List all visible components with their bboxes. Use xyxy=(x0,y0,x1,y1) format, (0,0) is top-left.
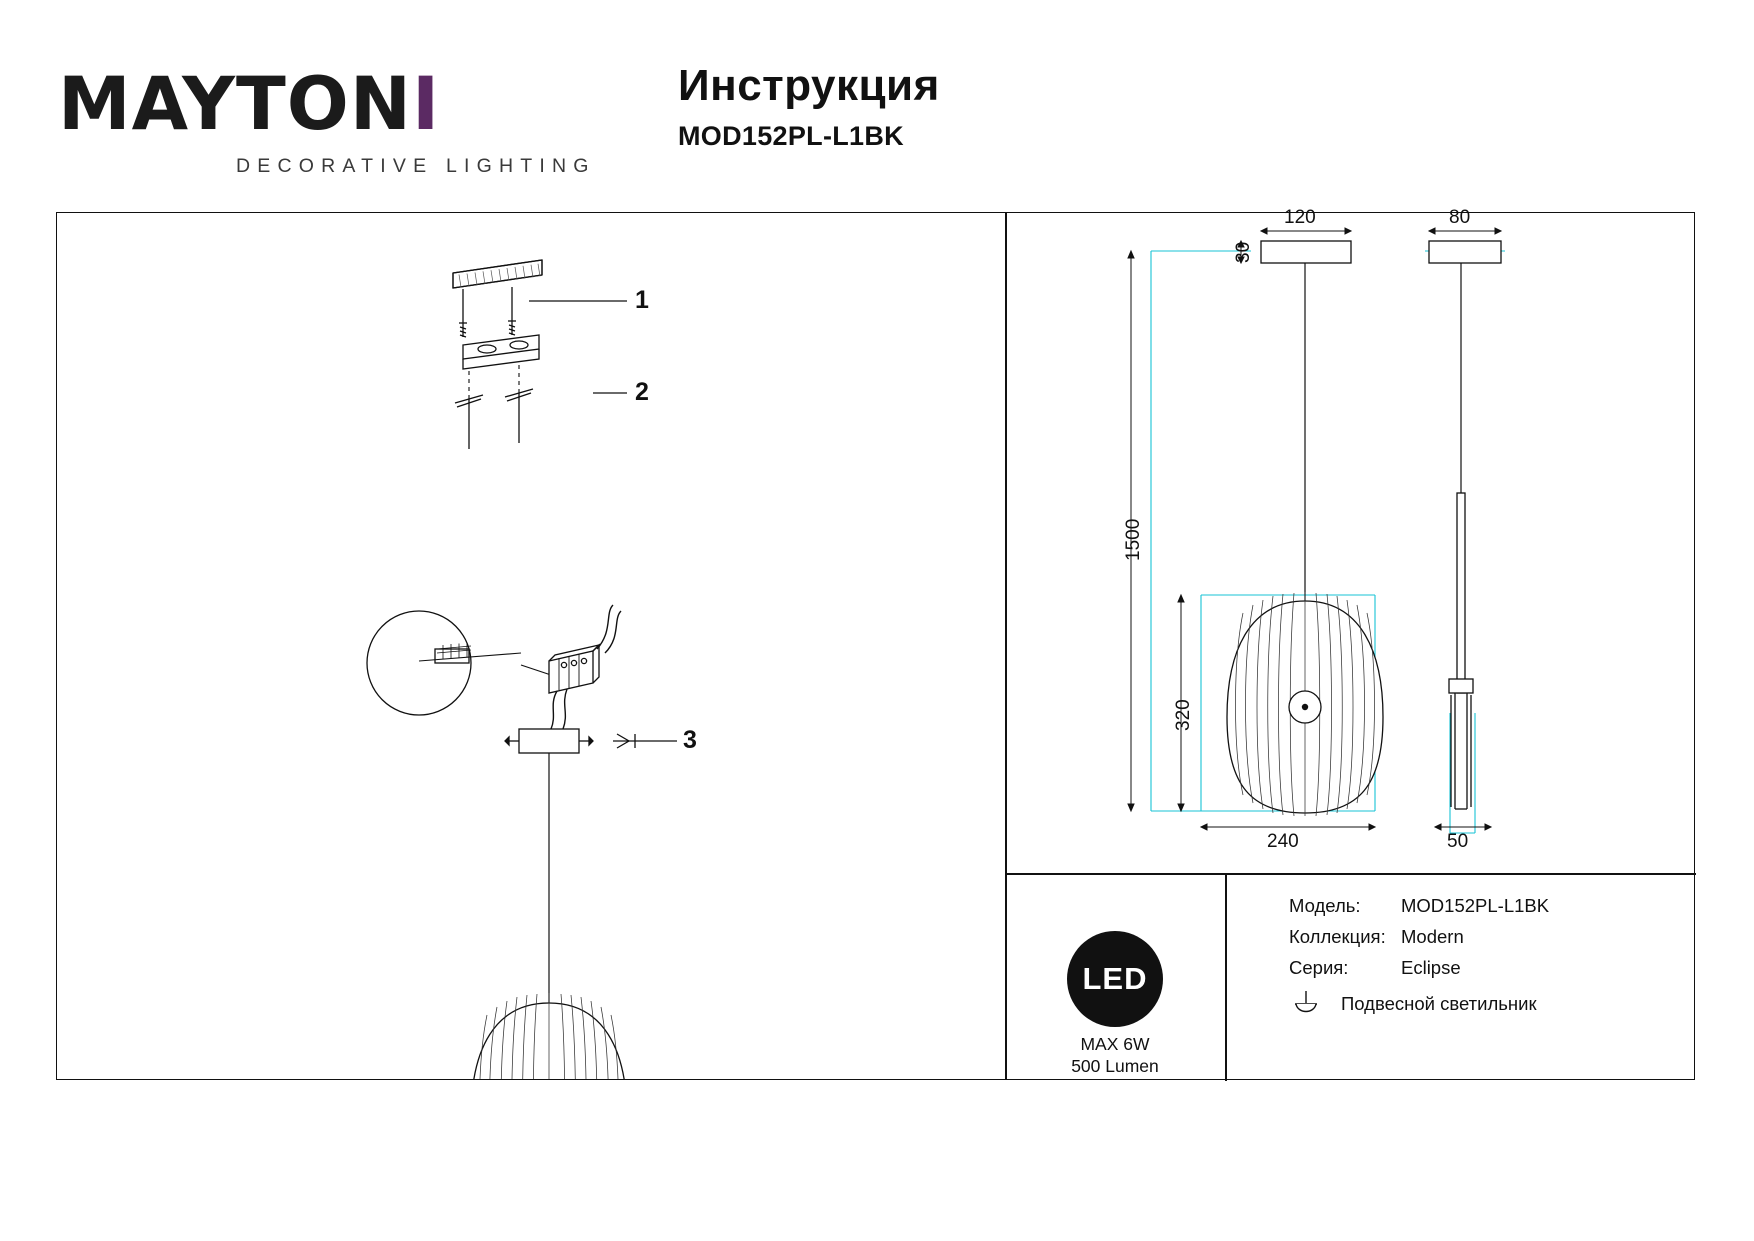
screwdriver-icon xyxy=(613,734,643,748)
spec-collection-value: Modern xyxy=(1401,926,1464,947)
callout-3: 3 xyxy=(683,726,697,754)
spec-type-value: Подвесной светильник xyxy=(1341,993,1537,1014)
page-model-code: MOD152PL-L1BK xyxy=(678,121,904,152)
led-lumen: 500 Lumen xyxy=(1071,1056,1159,1076)
brand-logo-wordmark xyxy=(58,62,478,147)
spec-row-series xyxy=(1289,957,1696,979)
lamp-shade xyxy=(471,993,627,1079)
dim-side-width: 80 xyxy=(1449,207,1471,228)
diagram-frame xyxy=(56,207,1695,1080)
brand-logo xyxy=(58,62,596,178)
dim-shade-height: 320 xyxy=(1173,699,1194,731)
spec-info-box xyxy=(1227,873,1696,1080)
spec-row-collection xyxy=(1289,926,1696,948)
assembly-diagram xyxy=(57,213,1005,1079)
callout-1: 1 xyxy=(635,286,649,314)
led-power: MAX 6W xyxy=(1080,1034,1150,1054)
spec-row-model xyxy=(1289,895,1696,917)
dim-total-height: 1500 xyxy=(1123,518,1144,561)
anchor-bolts xyxy=(455,389,533,449)
led-badge: LED xyxy=(1067,931,1163,1027)
spec-row-type xyxy=(1289,989,1696,1019)
dimension-diagram xyxy=(1005,207,1695,873)
terminal-block xyxy=(549,645,599,693)
front-view xyxy=(1227,241,1383,816)
document-heading xyxy=(678,62,940,152)
page-header xyxy=(0,0,1754,210)
mounting-bracket xyxy=(463,335,539,369)
spec-model-key: Модель: xyxy=(1289,895,1361,916)
detail-magnifier xyxy=(367,611,551,715)
spec-model-value: MOD152PL-L1BK xyxy=(1401,895,1550,916)
side-view xyxy=(1429,241,1501,809)
brand-logo-accent: I xyxy=(411,62,441,147)
assembly-drawing xyxy=(57,213,1005,1079)
dim-shade-width: 240 xyxy=(1267,831,1299,852)
led-info-box xyxy=(1005,873,1225,1080)
spec-series-key: Серия: xyxy=(1289,957,1349,978)
mounting-screws xyxy=(459,287,516,337)
ceiling-plate xyxy=(453,260,542,288)
dim-canopy-width: 120 xyxy=(1284,207,1316,228)
canopy xyxy=(505,729,593,753)
pendant-lamp-icon xyxy=(1289,989,1323,1019)
page-title: Инструкция xyxy=(678,61,940,110)
dim-shade-depth: 50 xyxy=(1447,831,1469,852)
dim-canopy-height: 30 xyxy=(1233,241,1254,263)
brand-logo-main: MAYTON xyxy=(58,62,412,147)
spec-series-value: Eclipse xyxy=(1401,957,1461,978)
callout-2: 2 xyxy=(635,378,649,406)
brand-logo-tagline: DECORATIVE LIGHTING xyxy=(236,155,596,177)
dimension-drawing xyxy=(1005,213,1695,873)
spec-collection-key: Коллекция: xyxy=(1289,926,1386,947)
